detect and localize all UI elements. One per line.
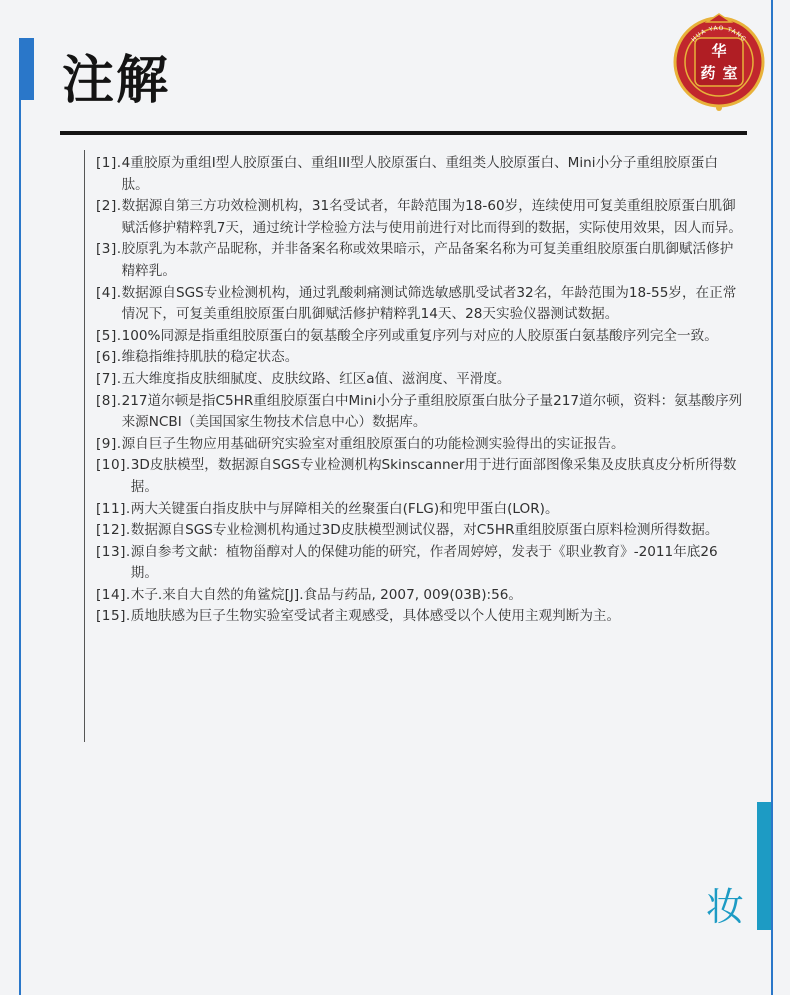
note-text: 100%同源是指重组胶原蛋白的氨基酸全序列或重复序列与对应的人胶原蛋白氨基酸序列完全一致。 [121, 327, 718, 344]
note-item [96, 239, 744, 282]
left-border-line [19, 100, 21, 995]
logo-char-1: 华 [711, 42, 727, 60]
note-item [96, 347, 744, 369]
note-item [96, 283, 744, 326]
note-item [96, 434, 744, 456]
note-number: [5]. [96, 327, 122, 344]
right-border-line [771, 0, 773, 995]
note-item [96, 606, 744, 628]
logo-char-3: 室 [722, 64, 738, 82]
note-number: [14]. [96, 586, 131, 603]
note-item [96, 520, 744, 542]
note-text: 数据源自SGS专业检测机构通过3D皮肤模型测试仪器，对C5HR重组胶原蛋白原料检测所得数据。 [130, 522, 719, 539]
huayaoshi-logo-seal [673, 12, 765, 112]
note-number: [11]. [96, 500, 131, 517]
note-text: 217道尔顿是指C5HR重组胶原蛋白中Mini小分子重组胶原蛋白肽分子量217道尔顿，资料：氨基酸序列来源NCBI（美国国家生物技术信息中心）数据库。 [121, 392, 743, 431]
note-number: [9]. [96, 435, 122, 452]
notes-list [96, 153, 744, 628]
page-title: 注解 [62, 51, 171, 111]
side-label: 妆 [706, 885, 745, 929]
note-text: 木子.来自大自然的角鲨烷[J].食品与药品, 2007, 009(03B):56。 [130, 586, 523, 603]
note-item [96, 369, 744, 391]
note-number: [3]. [96, 241, 122, 258]
note-item [96, 153, 744, 196]
note-text: 五大维度指皮肤细腻度、皮肤纹路、红区a值、滋润度、平滑度。 [121, 370, 511, 387]
note-item [96, 455, 744, 498]
note-item [96, 542, 744, 585]
note-number: [6]. [96, 349, 122, 366]
note-text: 数据源自SGS专业检测机构，通过乳酸刺痛测试筛选敏感肌受试者32名，年龄范围为18-55岁，在正常情况下，可复美重组胶原蛋白肌御赋活修护精粹乳14天、28天实验仪器测试数据。 [121, 284, 737, 323]
note-number: [7]. [96, 370, 122, 387]
notes-vertical-rule [84, 150, 85, 742]
note-text: 胶原乳为本款产品昵称，并非备案名称或效果暗示，产品备案名称为可复美重组胶原蛋白肌御赋活修护精粹乳。 [121, 241, 734, 279]
note-number: [4]. [96, 284, 122, 301]
logo-ring-text: HUA YAO TANG [690, 24, 748, 44]
note-number: [1]. [96, 155, 122, 171]
note-text: 源自参考文献：植物甾醇对人的保健功能的研究，作者周婷婷，发表于《职业教育》-2011年底26期。 [130, 543, 718, 582]
note-number: [8]. [96, 392, 122, 409]
note-number: [10]. [96, 457, 131, 474]
note-text: 3D皮肤模型，数据源自SGS专业检测机构Skinscanner用于进行面部图像采集及皮肤真皮分析所得数据。 [130, 457, 737, 495]
note-number: [13]. [96, 543, 131, 560]
note-item [96, 391, 744, 434]
note-item [96, 499, 744, 521]
logo-char-2: 药 [700, 64, 716, 82]
note-number: [15]. [96, 608, 131, 625]
note-text: 维稳指维持肌肤的稳定状态。 [121, 349, 299, 366]
note-item [96, 326, 744, 348]
note-item [96, 585, 744, 607]
title-divider [60, 131, 747, 135]
note-text: 质地肤感为巨子生物实验室受试者主观感受，具体感受以个人使用主观判断为主。 [130, 608, 621, 625]
note-text: 两大关键蛋白指皮肤中与屏障相关的丝聚蛋白(FLG)和兜甲蛋白(LOR)。 [130, 500, 559, 517]
left-accent-bar [19, 38, 34, 100]
right-accent-bar [757, 802, 771, 930]
note-text: 源自巨子生物应用基础研究实验室对重组胶原蛋白的功能检测实验得出的实证报告。 [121, 435, 625, 452]
note-item [96, 196, 744, 239]
note-text: 4重胶原为重组I型人胶原蛋白、重组III型人胶原蛋白、重组类人胶原蛋白、Mini小分子重组胶原蛋白肽。 [121, 155, 718, 193]
note-text: 数据源自第三方功效检测机构，31名受试者，年龄范围为18-60岁，连续使用可复美重组胶原蛋白肌御赋活修护精粹乳7天，通过统计学检验方法与使用前进行对比而得到的数据，实际使用效果，因人而异。 [121, 198, 742, 236]
note-number: [12]. [96, 522, 131, 539]
note-number: [2]. [96, 198, 122, 215]
